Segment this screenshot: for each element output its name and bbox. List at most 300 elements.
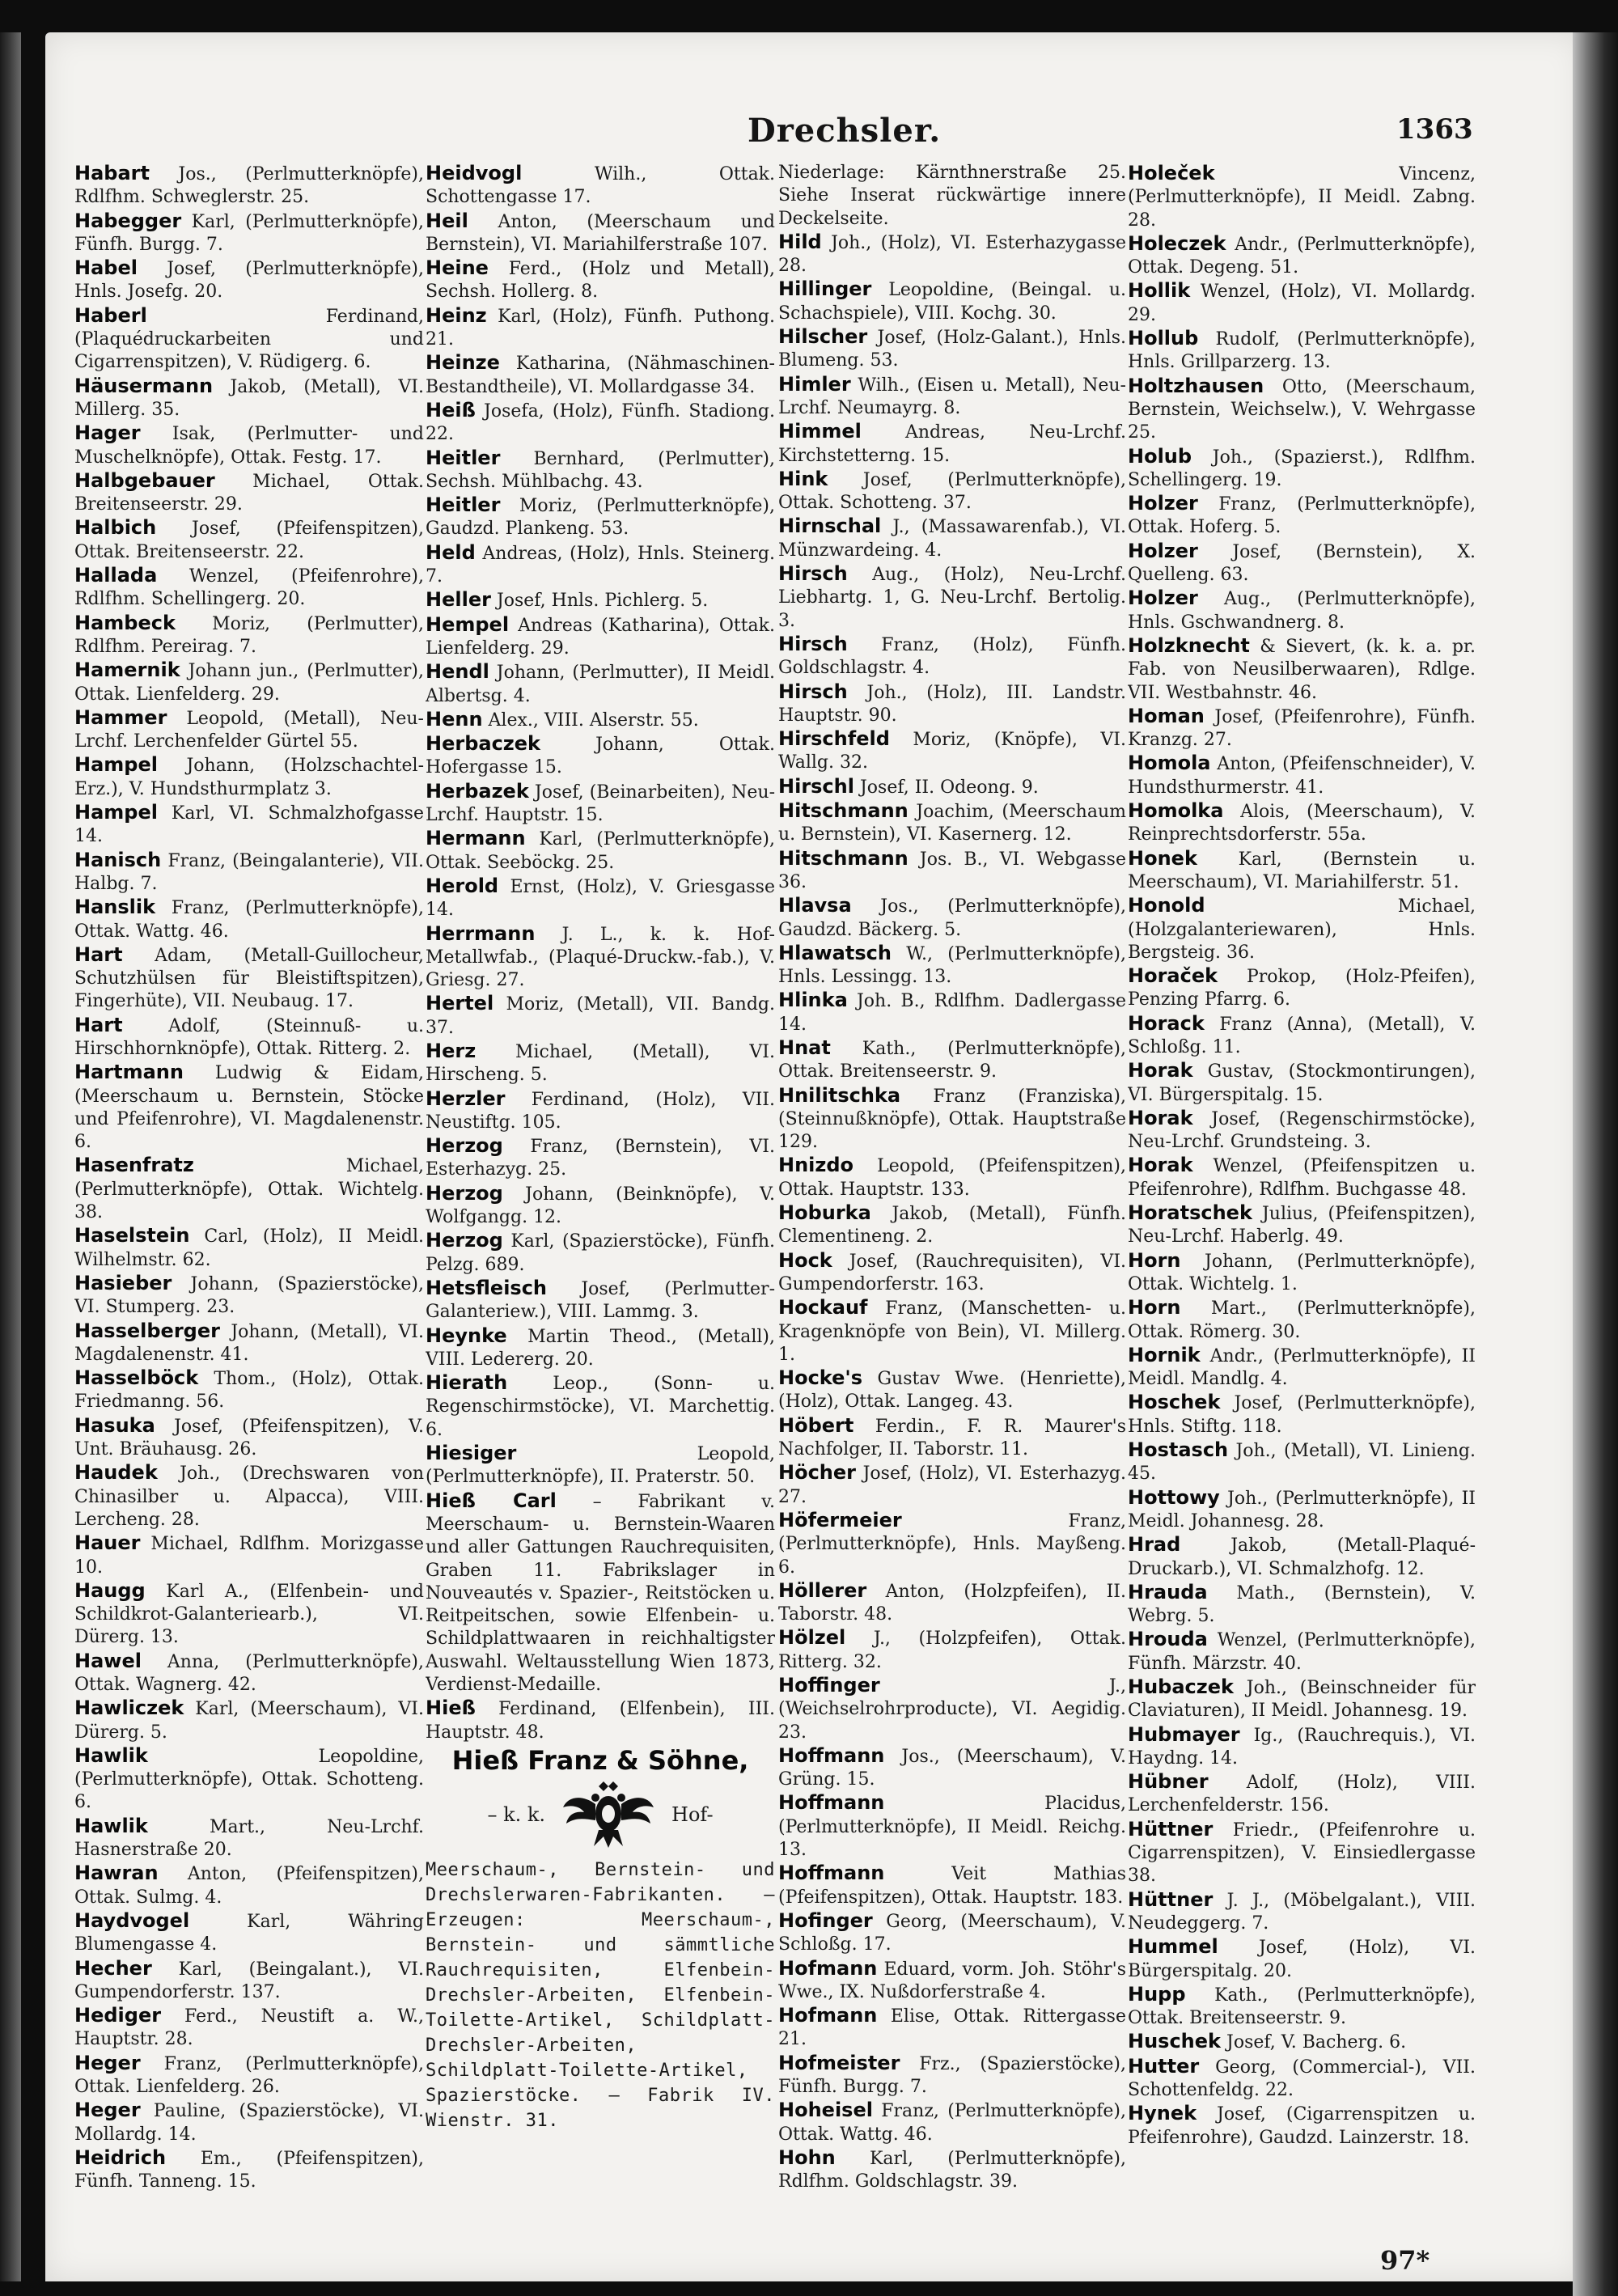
entry-surname: Hüttner bbox=[1128, 1887, 1214, 1911]
entry-surname: Hoffinger bbox=[778, 1674, 880, 1697]
entry-surname: Hirschfeld bbox=[778, 727, 890, 751]
entry-details: Josef, (Cigarrenspitzen u. Pfeifenrohre), Gaudzd. Lainzerstr. 18. bbox=[1128, 2104, 1476, 2148]
entry-surname: Hrouda bbox=[1128, 1628, 1208, 1651]
directory-entry bbox=[426, 1442, 775, 1489]
directory-entry bbox=[1128, 799, 1476, 847]
directory-entry bbox=[1128, 1818, 1476, 1888]
entry-details: Wenzel, (Pfeifenrohre), Rdlfhm. Schellingerg. 20. bbox=[74, 566, 424, 610]
directory-entry bbox=[1128, 1249, 1476, 1297]
entry-details: Josef, (Holz), VI. Bürgerspitalg. 20. bbox=[1128, 1938, 1476, 1981]
entry-details: Jos., (Perlmutterknöpfe), Rdlfhm. Schweglerstr. 25. bbox=[74, 164, 424, 208]
directory-entry bbox=[1128, 1012, 1476, 1060]
entry-surname: Hammer bbox=[74, 705, 167, 729]
directory-entry bbox=[426, 399, 775, 447]
directory-entry bbox=[778, 1461, 1126, 1509]
entry-surname: Herbazek bbox=[426, 779, 529, 803]
directory-entry bbox=[426, 732, 775, 780]
entry-details: Franz, (Perlmutterknöpfe), Hnls. Mayßeng. 6. bbox=[778, 1510, 1126, 1578]
directory-entry bbox=[778, 373, 1126, 421]
entry-details: Michael, (Perlmutterknöpfe), Ottak. Wichtelg. 38. bbox=[74, 1156, 424, 1223]
directory-entry bbox=[74, 304, 424, 375]
directory-entry bbox=[778, 1957, 1126, 2005]
entry-surname: Hirsch bbox=[778, 632, 848, 655]
entry-surname: Honold bbox=[1128, 894, 1205, 917]
entry-surname: Heidrich bbox=[74, 2146, 167, 2169]
directory-entry bbox=[778, 2099, 1126, 2146]
directory-entry bbox=[778, 2052, 1126, 2099]
entry-details: Anton, (Pfeifenspitzen), Ottak. Sulmg. 4. bbox=[74, 1864, 424, 1908]
directory-entry bbox=[778, 894, 1126, 942]
directory-entry bbox=[1128, 1296, 1476, 1344]
directory-entry bbox=[778, 162, 1126, 231]
advertisement-firm: Hieß Franz & Söhne, bbox=[451, 1744, 749, 1776]
directory-entry bbox=[778, 2004, 1126, 2052]
entry-surname: Hendl bbox=[426, 660, 489, 684]
directory-entry bbox=[426, 660, 775, 708]
entry-surname: Hubmayer bbox=[1128, 1722, 1240, 1746]
entry-details: Mart., Neu-Lrchf. Hasnerstraße 20. bbox=[74, 1816, 424, 1861]
directory-entry bbox=[74, 256, 424, 304]
entry-details: Anton, (Holzpfeifen), II. Taborstr. 48. bbox=[778, 1581, 1126, 1625]
entry-details: Alois, (Meerschaum), V. Reinprechtsdorferstr. 55a. bbox=[1128, 802, 1476, 845]
directory-entry bbox=[778, 1862, 1126, 1909]
entry-surname: Hink bbox=[778, 467, 828, 490]
directory-entry bbox=[1128, 1344, 1476, 1392]
entry-surname: Hrad bbox=[1128, 1533, 1181, 1557]
directory-entry bbox=[1128, 1107, 1476, 1154]
entry-surname: Himmel bbox=[778, 420, 862, 443]
entry-surname: Hnat bbox=[778, 1036, 831, 1059]
entry-details: Johann, (Beinknöpfe), V. Wolfgangg. 12. bbox=[426, 1184, 775, 1228]
directory-entry bbox=[1128, 1391, 1476, 1438]
directory-entry bbox=[1128, 752, 1476, 799]
entry-surname: Höcher bbox=[778, 1461, 856, 1485]
entry-surname: Herzog bbox=[426, 1181, 503, 1205]
column-2 bbox=[426, 162, 775, 2233]
entry-surname: Hiesiger bbox=[426, 1442, 517, 1465]
directory-entry bbox=[426, 1229, 775, 1277]
entry-details: Leop., (Sonn- u. Regenschirmstöcke), VI. Marchettig. 6. bbox=[426, 1374, 775, 1440]
directory-entry bbox=[74, 1366, 424, 1414]
directory-entry bbox=[1128, 445, 1476, 493]
directory-entry bbox=[74, 1579, 424, 1650]
entry-details: Karl, Währing Blumengasse 4. bbox=[74, 1911, 424, 1955]
entry-details: Carl, (Holz), II Meidl. Wilhelmstr. 62. bbox=[74, 1226, 424, 1270]
column-1 bbox=[74, 162, 424, 2233]
entry-surname: Herbaczek bbox=[426, 732, 541, 756]
entry-surname: Hoffmann bbox=[778, 1743, 885, 1767]
directory-entry bbox=[74, 1531, 424, 1579]
entry-details: Isak, (Perlmutter- und Muschelknöpfe), Ottak. Festg. 17. bbox=[74, 424, 424, 468]
entry-details: Adam, (Metall-Guillocheur, Schutzhülsen für Bleistiftspitzen), Fingerhüte), VII. Neubaug. 17. bbox=[74, 945, 424, 1012]
entry-surname: Hermann bbox=[426, 827, 526, 850]
entry-surname: Haberl bbox=[74, 303, 147, 327]
directory-entry bbox=[74, 1650, 424, 1697]
entry-surname: Hlawatsch bbox=[778, 941, 892, 964]
directory-entry bbox=[74, 1061, 424, 1154]
entry-details: Franz, (Perlmutterknöpfe), Ottak. Wattg. 46. bbox=[74, 898, 424, 942]
entry-surname: Hohn bbox=[778, 2146, 836, 2169]
directory-entry bbox=[778, 1909, 1126, 1957]
advertisement-title-row bbox=[426, 1780, 775, 1849]
directory-entry bbox=[778, 847, 1126, 895]
entry-surname: Hierath bbox=[426, 1371, 508, 1395]
directory-entry bbox=[1128, 2055, 1476, 2103]
entry-surname: Hrauda bbox=[1128, 1580, 1208, 1603]
directory-entry bbox=[426, 613, 775, 661]
entry-details: Math., (Bernstein), V. Webrg. 5. bbox=[1128, 1582, 1476, 1627]
signature-mark: 97* bbox=[1380, 2245, 1430, 2276]
entry-details: Josef, (Regenschirmstöcke), Neu-Lrchf. Grundsteing. 3. bbox=[1128, 1108, 1476, 1153]
entry-details: Leopold, (Metall), Neu-Lrchf. Lerchenfelder Gürtel 55. bbox=[74, 708, 424, 752]
entry-surname: Hasuka bbox=[74, 1413, 155, 1437]
entry-details: Friedr., (Pfeifenrohre u. Cigarrenspitzen), V. Einsiedlergasse 38. bbox=[1128, 1819, 1476, 1887]
directory-entry bbox=[1128, 540, 1476, 587]
entry-details: Karl, (Perlmutterknöpfe), Ottak. Seeböckg. 25. bbox=[426, 829, 775, 873]
entry-details: Josef, (Perlmutterknöpfe), Ottak. Schotteng. 37. bbox=[778, 469, 1126, 514]
entry-details: Johann, (Metall), VI. Magdalenenstr. 41. bbox=[74, 1321, 424, 1365]
directory-entry bbox=[778, 562, 1126, 633]
directory-entry bbox=[74, 1909, 424, 1957]
directory-entry bbox=[1128, 1675, 1476, 1723]
entry-surname: Horaček bbox=[1128, 964, 1218, 988]
book-edge bbox=[1573, 32, 1618, 2296]
entry-details: Elise, Ottak. Rittergasse 21. bbox=[778, 2006, 1126, 2050]
entry-surname: Holzer bbox=[1128, 539, 1198, 562]
entry-surname: Himler bbox=[778, 372, 851, 396]
entry-details: Alex., VIII. Alserstr. 55. bbox=[488, 710, 699, 731]
entry-details: Leopold, (Perlmutterknöpfe), II. Praterstr. 50. bbox=[426, 1444, 775, 1488]
adjacent-page-edge bbox=[0, 32, 21, 2281]
directory-entry bbox=[74, 2004, 424, 2052]
entry-details: Josef, Hnls. Pichlerg. 5. bbox=[496, 591, 709, 612]
entry-surname: Heller bbox=[426, 588, 491, 612]
directory-entry bbox=[74, 943, 424, 1014]
entry-details: Josef, (Pfeifenspitzen), V. Unt. Bräuhausg. 26. bbox=[74, 1416, 424, 1460]
entry-surname: Hupp bbox=[1128, 1982, 1186, 2006]
entry-surname: Hawlik bbox=[74, 1743, 148, 1767]
entry-details: Andreas, (Holz), Hnls. Steinerg. 7. bbox=[426, 543, 775, 587]
entry-details: Karl, (Meerschaum), VI. Dürerg. 5. bbox=[74, 1699, 424, 1743]
directory-entry bbox=[1128, 2030, 1476, 2054]
directory-entry bbox=[1128, 327, 1476, 375]
entry-details: Georg, (Commercial-), VII. Schottenfeldg. 22. bbox=[1128, 2057, 1476, 2101]
entry-details: Aug., (Perlmutterknöpfe), Hnls. Gschwandnerg. 8. bbox=[1128, 589, 1476, 633]
directory-entry bbox=[74, 801, 424, 849]
directory-entry bbox=[778, 515, 1126, 562]
entry-surname: Hawliczek bbox=[74, 1697, 184, 1720]
entry-surname: Held bbox=[426, 540, 476, 564]
entry-details: Jos., (Perlmutterknöpfe), Gaudzd. Bäckerg. 5. bbox=[778, 896, 1126, 940]
entry-details: Josef, (Beinarbeiten), Neu-Lrchf. Hauptstr. 15. bbox=[426, 782, 775, 826]
entry-surname: Hasenfratz bbox=[74, 1154, 194, 1177]
entry-surname: Hasselböck bbox=[74, 1366, 199, 1390]
entry-surname: Hawel bbox=[74, 1649, 142, 1672]
entry-surname: Horatschek bbox=[1128, 1201, 1252, 1225]
entry-surname: Heger bbox=[74, 2051, 141, 2074]
entry-details: Gustav, (Stockmontirungen), VI. Bürgerspitalg. 15. bbox=[1128, 1061, 1476, 1105]
directory-entry bbox=[426, 1489, 775, 1697]
directory-entry bbox=[74, 753, 424, 801]
entry-details: Adolf, (Steinnuß- u. Hirschhornknöpfe), Ottak. Ritterg. 2. bbox=[74, 1015, 424, 1059]
entry-surname: Hottowy bbox=[1128, 1485, 1220, 1509]
entry-surname: Hamernik bbox=[74, 659, 180, 682]
entry-details: Jos., (Meerschaum), V. Grüng. 15. bbox=[778, 1746, 1126, 1790]
entry-details: & Sievert, (k. k. a. pr. Fab. von Neusilberwaaren), Rdlge. VII. Westbahnstr. 46. bbox=[1128, 636, 1476, 703]
directory-entry bbox=[74, 375, 424, 422]
entry-details: Michael, Rdlfhm. Morizgasse 10. bbox=[74, 1534, 424, 1578]
entry-surname: Hasieber bbox=[74, 1271, 172, 1294]
entry-surname: Hieß Carl bbox=[426, 1489, 557, 1512]
entry-details: Karl, (Spazierstöcke), Fünfh. Pelzg. 689. bbox=[426, 1231, 775, 1275]
entry-details: Johann, (Perlmutterknöpfe), Ottak. Wichtelg. 1. bbox=[1128, 1251, 1476, 1294]
entry-details: Jos. B., VI. Webgasse 36. bbox=[778, 849, 1126, 892]
entry-details: Julius, (Pfeifenspitzen), Neu-Lrchf. Haberlg. 49. bbox=[1128, 1204, 1476, 1248]
directory-entry bbox=[1128, 847, 1476, 895]
directory-entry bbox=[74, 706, 424, 754]
directory-entry bbox=[778, 775, 1126, 799]
entry-surname: Häusermann bbox=[74, 374, 214, 397]
entry-surname: Holzer bbox=[1128, 587, 1198, 610]
directory-entry bbox=[1128, 1888, 1476, 1936]
entry-surname: Horack bbox=[1128, 1011, 1205, 1035]
entry-details: Pauline, (Spazierstöcke), VI. Mollardg. 14. bbox=[74, 2101, 424, 2145]
entry-details: – Fabrikant v. Meerschaum- u. Bernstein-Waaren und aller Gattungen Rauchrequisiten, Graben 11. Fabrikslager in Nouveautés v. Spazier-, Reitstöcken u. Reitpeitschen, sowie Elfenbein- u. Schildplattwaaren in reichhaltigster Auswahl. Weltausstellung Wien 1873, Verdienst-Medaille. bbox=[426, 1491, 775, 1695]
entry-surname: Hocke's bbox=[778, 1366, 863, 1390]
directory-entry bbox=[426, 1371, 775, 1442]
entry-details: Josef, (Holz), VI. Esterhazyg. 27. bbox=[778, 1464, 1126, 1507]
entry-surname: Horak bbox=[1128, 1059, 1193, 1082]
entry-details: Martin Theod., (Metall), VIII. Ledererg. 20. bbox=[426, 1326, 775, 1370]
directory-entry bbox=[74, 1414, 424, 1462]
entry-details: Em., (Pfeifenspitzen), Fünfh. Tanneng. 15. bbox=[74, 2148, 424, 2192]
entry-surname: Haudek bbox=[74, 1461, 158, 1485]
entry-surname: Holtzhausen bbox=[1128, 374, 1264, 397]
entry-details: Michael, (Holzgalanteriewaren), Hnls. Bergsteig. 36. bbox=[1128, 896, 1476, 963]
entry-details: Andr., (Perlmutterknöpfe), II Meidl. Mandlg. 4. bbox=[1128, 1345, 1476, 1390]
entry-details: Josef, (Holz-Galant.), Hnls. Blumeng. 53. bbox=[778, 328, 1126, 371]
column-2-entries bbox=[426, 162, 775, 1744]
entry-details: Niederlage: Kärnthnerstraße 25. Siehe Inserat rückwärtige innere Deckelseite. bbox=[778, 163, 1126, 229]
entry-details: Wenzel, (Pfeifenspitzen u. Pfeifenrohre), Rdlfhm. Buchgasse 48. bbox=[1128, 1156, 1476, 1200]
entry-details: Joh., (Holz), VI. Esterhazygasse 28. bbox=[778, 232, 1126, 277]
entry-surname: Hoheisel bbox=[778, 2099, 873, 2122]
entry-details: Joh., (Drechswaren von Chinasilber u. Alpacca), VIII. Lercheng. 28. bbox=[74, 1464, 424, 1530]
entry-surname: Hirschl bbox=[778, 774, 854, 798]
entry-surname: Holzknecht bbox=[1128, 633, 1250, 657]
directory-entry bbox=[74, 612, 424, 659]
entry-details: Franz, (Perlmutterknöpfe), Ottak. Lienfelderg. 26. bbox=[74, 2053, 424, 2098]
entry-surname: Hutter bbox=[1128, 2054, 1200, 2078]
entry-details: Ferd., Neustift a. W., Hauptstr. 28. bbox=[74, 2006, 424, 2050]
column-4 bbox=[1128, 162, 1476, 2233]
directory-entry bbox=[426, 1697, 775, 1744]
entry-details: Josef, (Perlmutterknöpfe), Hnls. Josefg. 20. bbox=[74, 259, 424, 303]
entry-details: Josefa, (Holz), Fünfh. Stadiong. 22. bbox=[426, 400, 775, 445]
entry-details: Joh., (Beinschneider für Claviaturen), II Meidl. Johannesg. 19. bbox=[1128, 1678, 1476, 1722]
directory-entry bbox=[778, 1626, 1126, 1674]
directory-entry bbox=[778, 799, 1126, 847]
directory-entry bbox=[1128, 232, 1476, 280]
entry-surname: Horn bbox=[1128, 1296, 1181, 1320]
entry-surname: Heger bbox=[74, 2099, 141, 2122]
directory-entry bbox=[778, 1084, 1126, 1154]
entry-surname: Hollik bbox=[1128, 279, 1191, 303]
directory-entry bbox=[426, 588, 775, 612]
entry-surname: Hampel bbox=[74, 801, 158, 824]
entry-surname: Hölzel bbox=[778, 1626, 846, 1650]
directory-entry bbox=[778, 633, 1126, 680]
directory-entry bbox=[426, 780, 775, 828]
entry-details: Michael, (Metall), VI. Hirscheng. 5. bbox=[426, 1041, 775, 1086]
entry-surname: Herrmann bbox=[426, 921, 536, 945]
directory-entry bbox=[426, 827, 775, 875]
directory-entry bbox=[74, 516, 424, 564]
entry-surname: Hillinger bbox=[778, 277, 872, 301]
entry-surname: Hübner bbox=[1128, 1770, 1209, 1794]
entry-details: Michael, Ottak. Breitenseerstr. 29. bbox=[74, 471, 424, 515]
entry-surname: Hart bbox=[74, 1013, 123, 1036]
directory-entry bbox=[1128, 1723, 1476, 1771]
entry-details: Otto, (Meerschaum, Bernstein, Weichselw.), V. Wehrgasse 25. bbox=[1128, 376, 1476, 443]
directory-entry bbox=[778, 468, 1126, 515]
directory-entry bbox=[426, 1182, 775, 1230]
entry-surname: Halbich bbox=[74, 516, 157, 540]
entry-details: Prokop, (Holz-Pfeifen), Penzing Pfarrg. 6. bbox=[1128, 967, 1476, 1010]
entry-details: Andr., (Perlmutterknöpfe), Ottak. Degeng. 51. bbox=[1128, 234, 1476, 278]
directory-entry bbox=[1128, 705, 1476, 752]
entry-surname: Habel bbox=[74, 256, 138, 280]
directory-entry bbox=[778, 1791, 1126, 1862]
directory-entry bbox=[74, 564, 424, 612]
entry-details: Adolf, (Holz), VIII. Lerchenfelderstr. 156. bbox=[1128, 1773, 1476, 1816]
directory-entry bbox=[426, 304, 775, 352]
entry-details: J., (Weichselrohrproducte), VI. Aegidig. 23. bbox=[778, 1676, 1126, 1743]
advertisement bbox=[426, 1744, 775, 2133]
entry-surname: Hertel bbox=[426, 992, 494, 1015]
directory-entry bbox=[74, 2052, 424, 2099]
directory-entry bbox=[1128, 894, 1476, 964]
directory-entry bbox=[778, 1579, 1126, 1627]
entry-surname: Hempel bbox=[426, 612, 510, 636]
entry-surname: Hild bbox=[778, 230, 822, 253]
directory-entry bbox=[778, 680, 1126, 728]
entry-details: Franz, (Bernstein), VI. Esterhazyg. 25. bbox=[426, 1137, 775, 1180]
directory-entry bbox=[1128, 1533, 1476, 1581]
entry-surname: Herzog bbox=[426, 1229, 503, 1252]
entry-details: Joh., (Perlmutterknöpfe), II Meidl. Johannesg. 28. bbox=[1128, 1488, 1476, 1531]
entry-details: Andreas (Katharina), Ottak. Lienfelderg. 29. bbox=[426, 615, 775, 659]
entry-surname: Höfermeier bbox=[778, 1508, 902, 1531]
entry-surname: Hofinger bbox=[778, 1908, 873, 1932]
directory-entry bbox=[778, 1366, 1126, 1414]
entry-details: Joachim, (Meerschaum u. Bernstein), VI. Kasernerg. 12. bbox=[778, 802, 1126, 845]
directory-entry bbox=[426, 1134, 775, 1182]
entry-surname: Hirsch bbox=[778, 680, 848, 703]
entry-details: Johann jun., (Perlmutter), Ottak. Lienfelderg. 29. bbox=[74, 661, 424, 705]
directory-entry bbox=[426, 210, 775, 257]
directory-entry bbox=[1128, 1486, 1476, 1534]
page-number: 1363 bbox=[1396, 113, 1473, 146]
entry-surname: Holeczek bbox=[1128, 231, 1226, 255]
entry-details: Kath., (Perlmutterknöpfe), Ottak. Breitenseerstr. 9. bbox=[1128, 1985, 1476, 2029]
entry-surname: Hirsch bbox=[778, 562, 848, 586]
directory-entry bbox=[74, 1461, 424, 1531]
entry-surname: Habart bbox=[74, 162, 150, 184]
directory-entry bbox=[778, 1509, 1126, 1579]
entry-surname: Hawlik bbox=[74, 1814, 148, 1837]
entry-details: Johann, (Holzschachtel-Erz.), V. Hundsthurmplatz 3. bbox=[74, 756, 424, 799]
entry-surname: Herz bbox=[426, 1039, 477, 1062]
directory-entry bbox=[74, 1224, 424, 1272]
entry-details: Franz, (Beingalanterie), VII. Halbg. 7. bbox=[74, 850, 424, 894]
entry-surname: Hornik bbox=[1128, 1343, 1201, 1366]
directory-entry bbox=[1128, 1983, 1476, 2031]
directory-entry bbox=[1128, 964, 1476, 1012]
entry-surname: Hostasch bbox=[1128, 1438, 1229, 1462]
directory-entry bbox=[1128, 1935, 1476, 1983]
entry-surname: Hasselberger bbox=[74, 1319, 220, 1342]
directory-entry bbox=[74, 1320, 424, 1367]
directory-entry bbox=[778, 420, 1126, 468]
directory-entry bbox=[74, 1697, 424, 1744]
entry-details: Eduard, vorm. Joh. Stöhr's Wwe., IX. Nußdorferstraße 4. bbox=[778, 1959, 1126, 2002]
entry-details: Georg, (Meerschaum), V. Schloßg. 17. bbox=[778, 1911, 1126, 1955]
directory-entry bbox=[74, 210, 424, 257]
entry-surname: Hynek bbox=[1128, 2102, 1197, 2125]
entry-details: Franz, (Holz), Fünfh. Goldschlagstr. 4. bbox=[778, 634, 1126, 679]
directory-entry bbox=[74, 2146, 424, 2194]
entry-details: Wilh., Ottak. Schottengasse 17. bbox=[426, 164, 775, 208]
entry-details: Joh., (Holz), III. Landstr. Hauptstr. 90. bbox=[778, 682, 1126, 726]
directory-entry bbox=[426, 447, 775, 494]
entry-details: Karl, VI. Schmalzhofgasse 14. bbox=[74, 803, 424, 847]
entry-details: Jakob, (Metall), VI. Millerg. 35. bbox=[74, 376, 424, 420]
directory-entry bbox=[778, 942, 1126, 989]
directory-entry bbox=[74, 1272, 424, 1320]
entry-details: J. L., k. k. Hof-Metallwfab., (Plaqué-Druckw.-fab.), V. Griesg. 27. bbox=[426, 924, 775, 991]
entry-details: Johann, Ottak. Hofergasse 15. bbox=[426, 735, 775, 778]
directory-entry bbox=[778, 277, 1126, 325]
entry-details: Wenzel, (Holz), VI. Mollardg. 29. bbox=[1128, 282, 1476, 325]
entry-surname: Höllerer bbox=[778, 1578, 867, 1602]
entry-details: Kath., (Perlmutterknöpfe), Ottak. Breitenseerstr. 9. bbox=[778, 1038, 1126, 1082]
entry-details: Josef, V. Bacherg. 6. bbox=[1226, 2032, 1407, 2053]
entry-surname: Horak bbox=[1128, 1154, 1193, 1177]
advertisement-body: Meerschaum-, Bernstein- und Drechslerwaren-Fabrikanten. – Erzeugen: Meerschaum-, Bernstein- und sämmtliche Rauchrequisiten, Elfenbein-Drechsler-Arbeiten, Elfenbein-Toilette-Artikel, Schildplatt-Drechsler-Arbeiten, Schildplatt-Toilette-Artikel, Spazierstöcke. – Fabrik IV. Wienstr. 31. bbox=[426, 1860, 775, 2132]
entry-details: Josef, (Bernstein), X. Quelleng. 63. bbox=[1128, 541, 1476, 586]
entry-details: Joh., (Spazierst.), Rdlfhm. Schellingerg. 19. bbox=[1128, 447, 1476, 490]
directory-entry bbox=[778, 1249, 1126, 1297]
directory-entry bbox=[74, 849, 424, 896]
entry-details: Jakob, (Metall-Plaqué-Druckarb.), VI. Schmalzhofg. 12. bbox=[1128, 1536, 1476, 1579]
entry-surname: Hambeck bbox=[74, 611, 176, 634]
entry-surname: Halbgebauer bbox=[74, 468, 215, 492]
directory-entry bbox=[778, 989, 1126, 1036]
directory-entry bbox=[778, 325, 1126, 373]
entry-surname: Hanslik bbox=[74, 896, 156, 919]
entry-surname: Hofmann bbox=[778, 2004, 878, 2027]
entry-details: Mart., (Perlmutterknöpfe), Ottak. Römerg. 30. bbox=[1128, 1298, 1476, 1342]
entry-details: Veit Mathias (Pfeifenspitzen), Ottak. Hauptstr. 183. bbox=[778, 1864, 1126, 1908]
entry-surname: Huschek bbox=[1128, 2030, 1222, 2053]
entry-surname: Hnilitschka bbox=[778, 1083, 901, 1107]
entry-surname: Haugg bbox=[74, 1578, 146, 1602]
entry-details: Ferdin., F. R. Maurer's Nachfolger, II. Taborstr. 11. bbox=[778, 1416, 1126, 1460]
directory-entry bbox=[1128, 1770, 1476, 1818]
directory-entry bbox=[426, 992, 775, 1040]
entry-surname: Homolka bbox=[1128, 799, 1224, 823]
